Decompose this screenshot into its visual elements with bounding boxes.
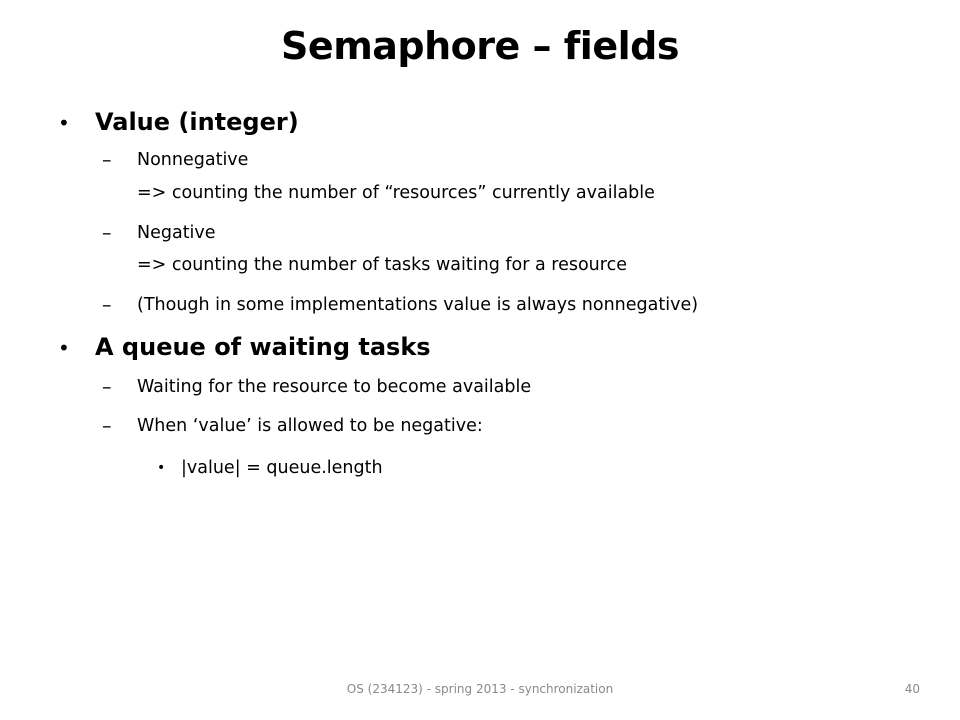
page-number: 40 — [904, 682, 920, 696]
sub-item-negative: Negative — [137, 223, 216, 243]
sub-sub-item-value-length: |value| = queue.length — [181, 458, 383, 478]
footer-text: OS (234123) - spring 2013 - synchronization — [346, 682, 614, 696]
bullet-icon: • — [58, 111, 70, 135]
dash-icon: – — [102, 294, 112, 316]
dash-icon: – — [102, 415, 112, 437]
bullet-icon: • — [58, 336, 70, 360]
bullet-icon: • — [157, 460, 166, 476]
sub-item-note: (Though in some implementations value is always nonnegative) — [137, 295, 699, 315]
dash-icon: – — [102, 149, 112, 171]
slide-title: Semaphore – fields — [281, 24, 679, 68]
sub-item-value-negative: When ‘value’ is allowed to be negative: — [137, 416, 483, 436]
bullet-value-integer: Value (integer) — [95, 108, 299, 136]
sub-item-nonnegative-detail: => counting the number of “resources” currently available — [137, 183, 655, 203]
bullet-queue-of-waiting-tasks: A queue of waiting tasks — [95, 333, 431, 361]
dash-icon: – — [102, 376, 112, 398]
sub-item-waiting: Waiting for the resource to become available — [137, 377, 532, 397]
sub-item-negative-detail: => counting the number of tasks waiting for a resource — [137, 255, 627, 275]
sub-item-nonnegative: Nonnegative — [137, 150, 249, 170]
dash-icon: – — [102, 222, 112, 244]
